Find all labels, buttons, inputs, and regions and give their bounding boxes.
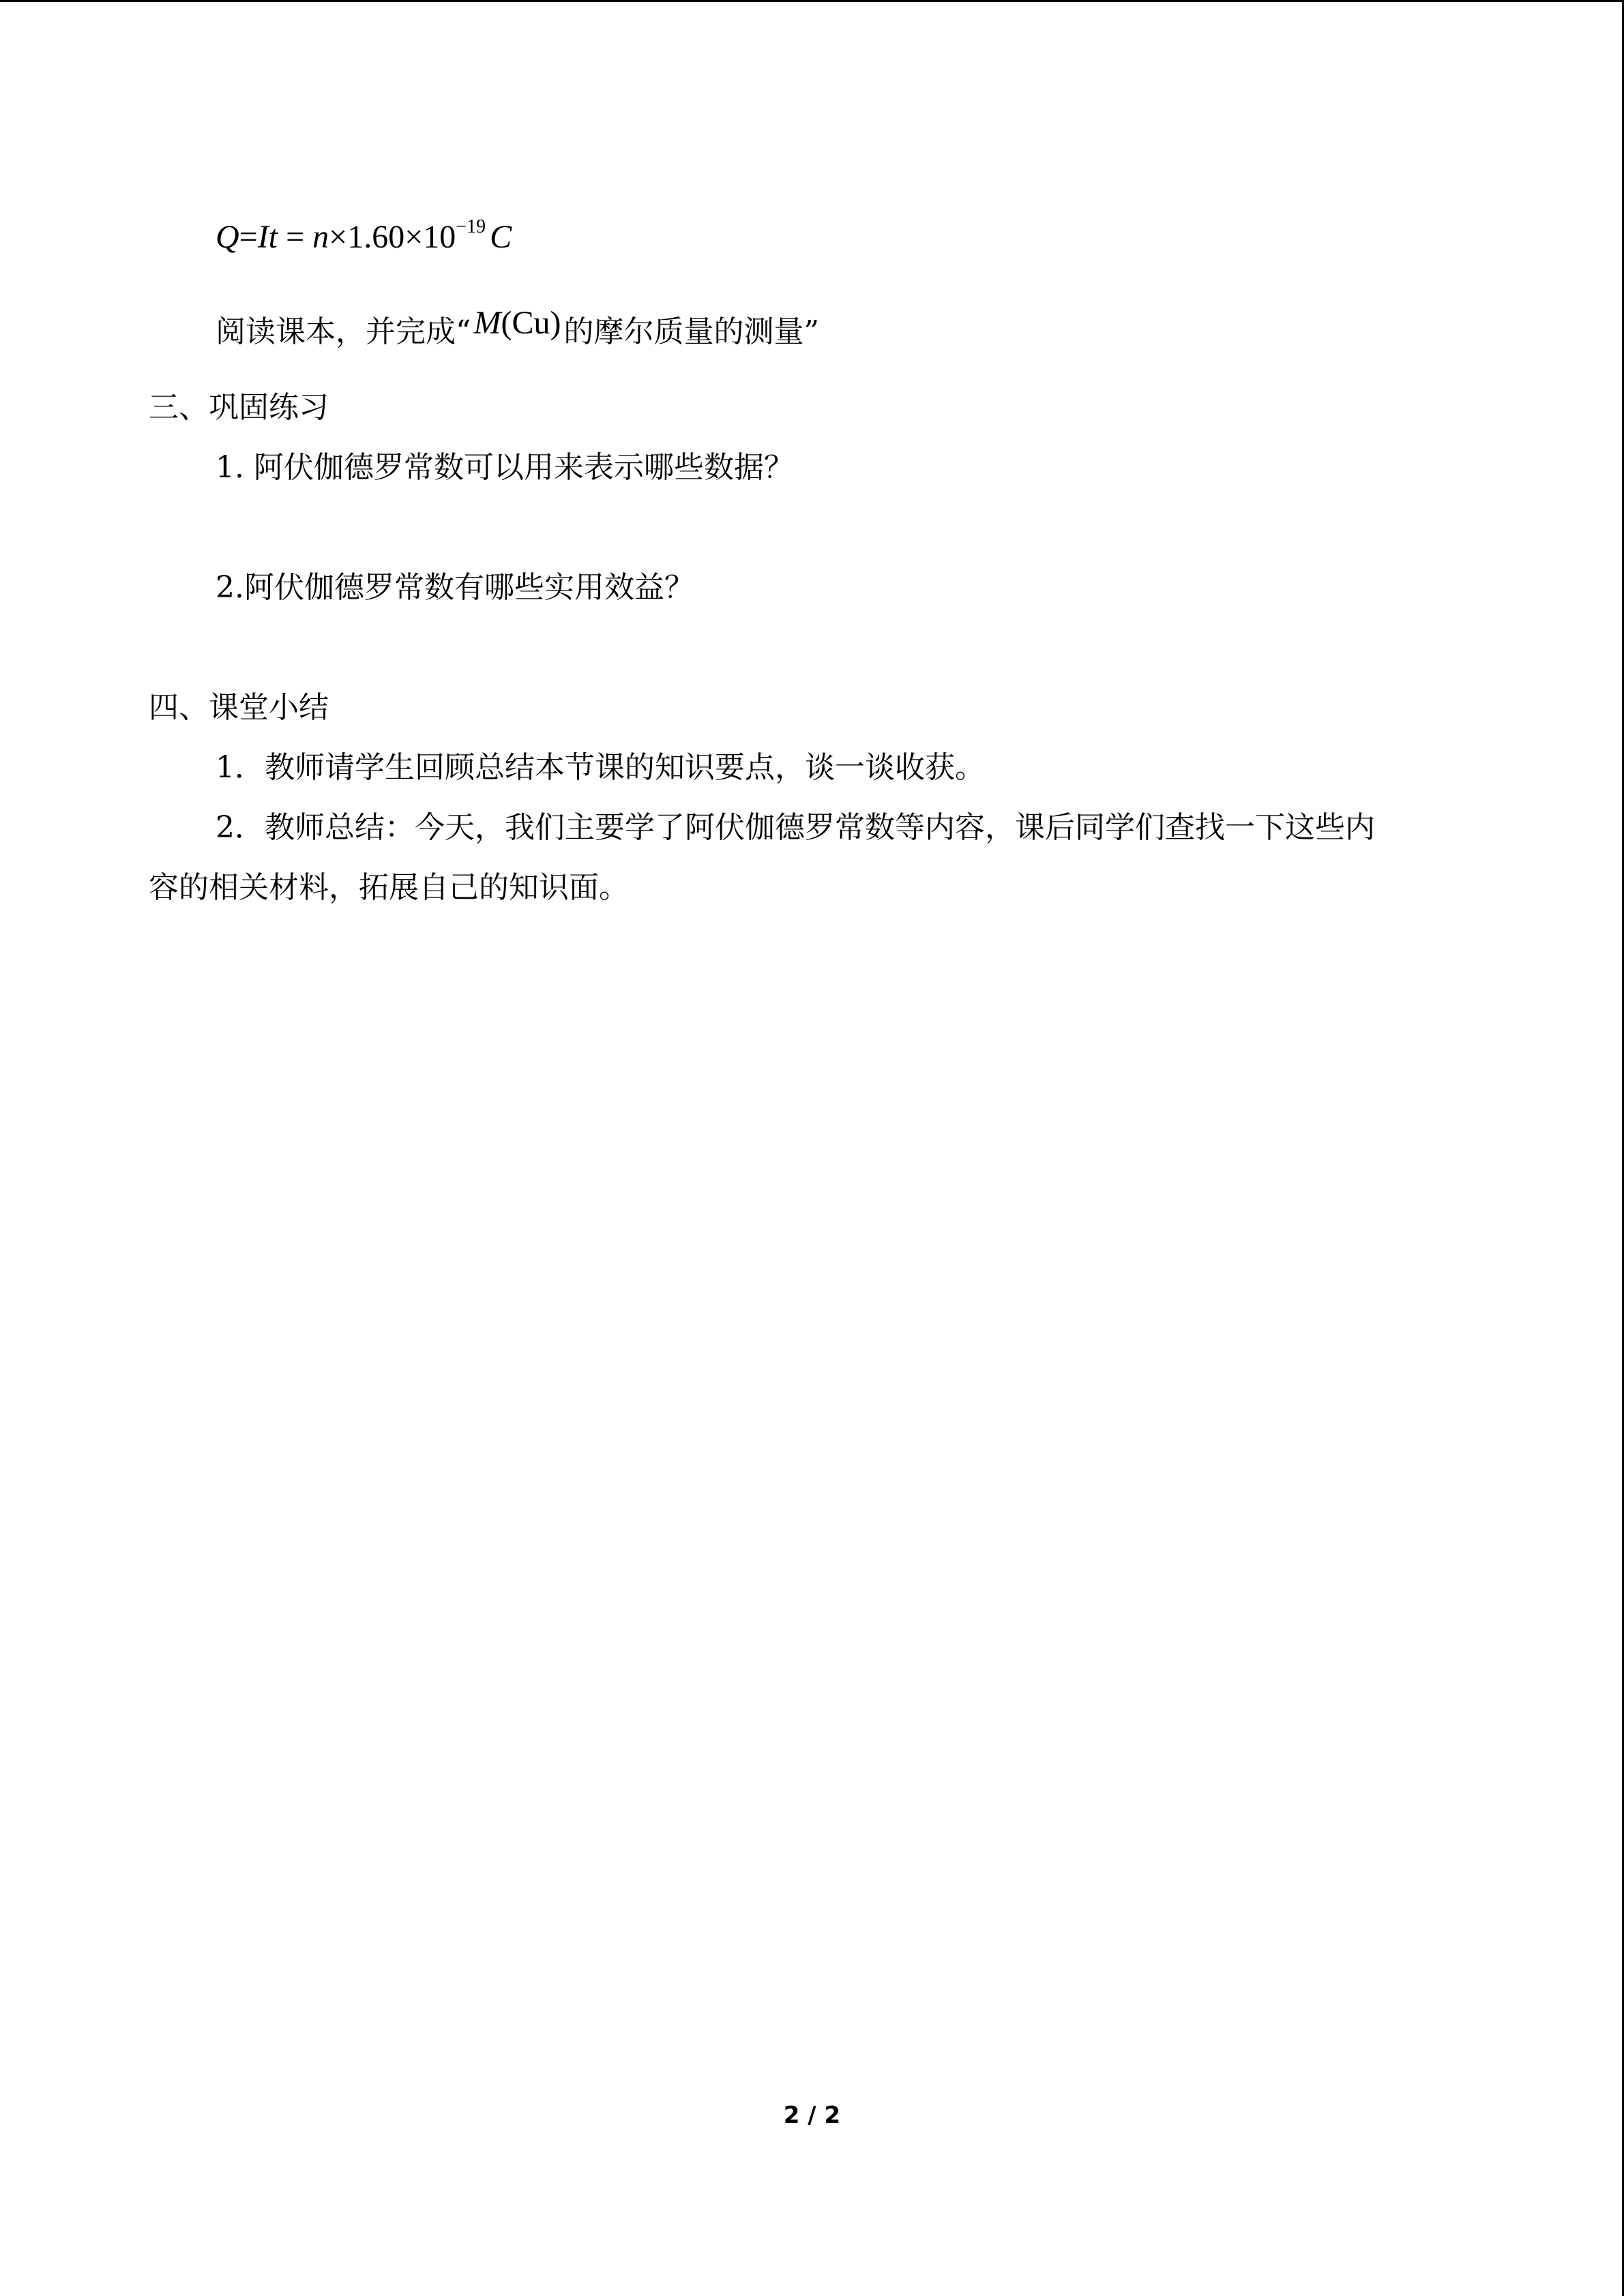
summary-item-2-line-1: 2．教师总结：今天，我们主要学了阿伏伽德罗常数等内容，课后同学们查找一下这些内 — [216, 810, 1375, 845]
section-4-heading: 四、课堂小结 — [149, 690, 329, 725]
math-cu: (Cu) — [501, 305, 561, 341]
reading-prefix: 阅读课本，并完成“ — [216, 314, 471, 349]
molar-mass-symbol — [474, 305, 561, 341]
summary-item-1: 1．教师请学生回顾总结本节课的知识要点，谈一谈收获。 — [216, 750, 985, 785]
formula-constant: ×1.60×10 — [329, 219, 456, 255]
page-number: 2 / 2 — [783, 2102, 841, 2129]
section-3-heading: 三、巩固练习 — [149, 390, 329, 425]
reading-instruction — [216, 305, 819, 353]
formula-q: Q — [216, 219, 239, 255]
formula-unit: C — [490, 219, 512, 255]
page-top-border — [0, 0, 1624, 2]
math-m: M — [473, 305, 501, 341]
formula-exponent: −19 — [456, 216, 486, 237]
exercise-question-1: 1. 阿伏伽德罗常数可以用来表示哪些数据？ — [216, 450, 794, 485]
charge-formula — [216, 217, 512, 258]
formula-n: n — [312, 219, 329, 255]
exercise-question-2: 2.阿伏伽德罗常数有哪些实用效益？ — [216, 570, 694, 605]
formula-equals-2: = — [278, 219, 313, 255]
formula-it: It — [257, 219, 278, 255]
summary-item-2-line-2: 容的相关材料，拓展自己的知识面。 — [149, 870, 629, 905]
formula-equals-1: = — [239, 219, 258, 255]
reading-suffix: 的摩尔质量的测量” — [563, 314, 819, 349]
